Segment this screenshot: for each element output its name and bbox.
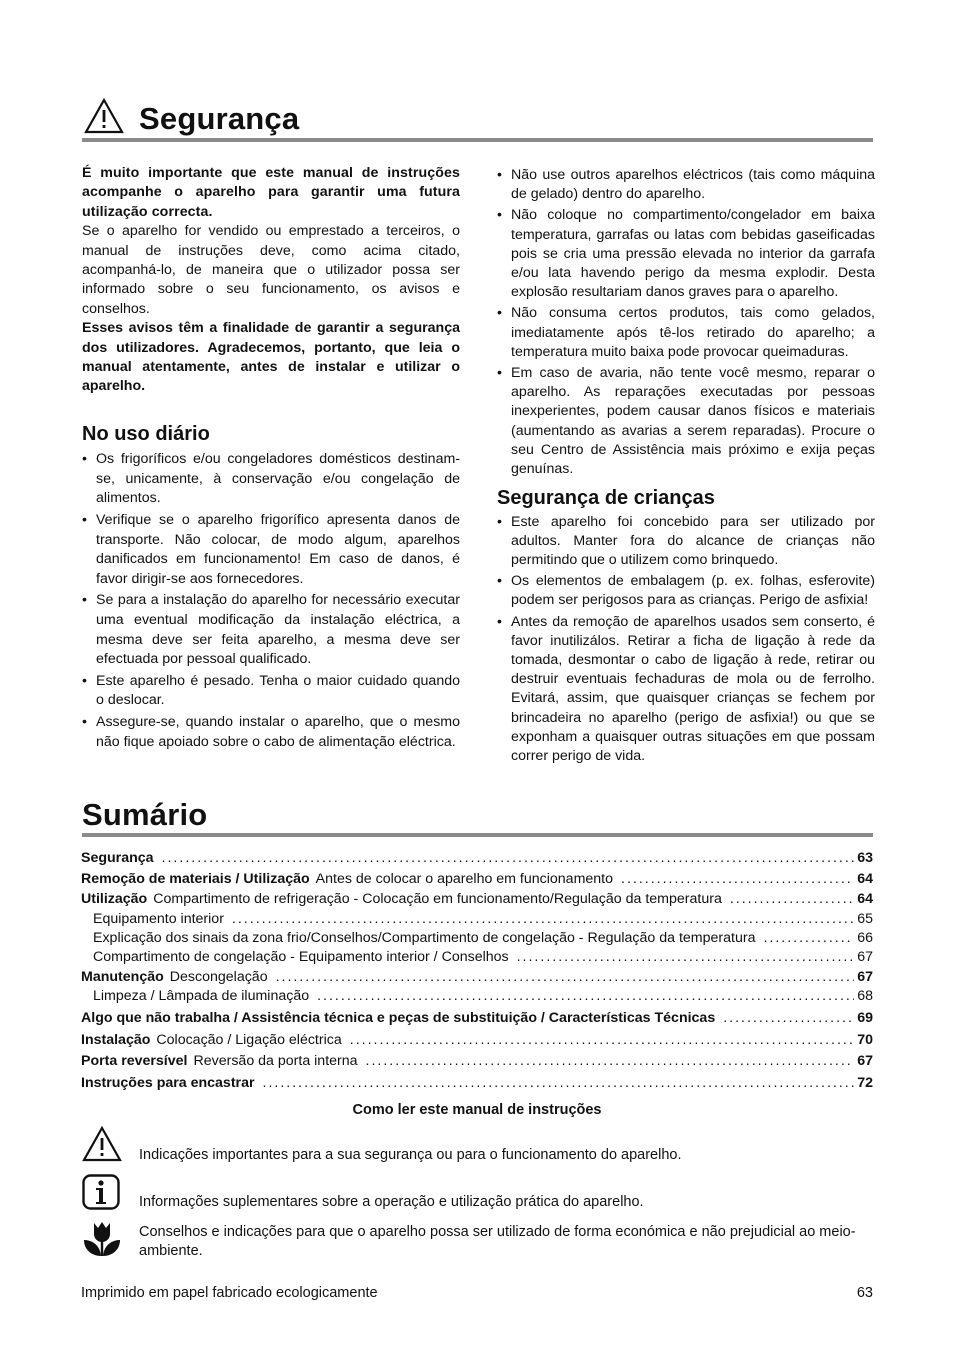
toc-entry[interactable]: Manutenção Descongelação ..... 67 bbox=[81, 967, 873, 988]
toc-entry[interactable]: Porta reversível Reversão da porta interna ..... 67 bbox=[81, 1051, 873, 1072]
intro-bold-1: É muito importante que este manual de instruções acompanhe o aparelho para garantir uma futura utilização correcta. bbox=[82, 165, 460, 220]
toc-entry[interactable]: Instalação Colocação / Ligação eléctrica ..... 70 bbox=[81, 1030, 873, 1051]
legend-title: Como ler este manual de instruções bbox=[352, 1102, 602, 1118]
uso-diario-title: No uso diário bbox=[82, 422, 210, 445]
warning-icon bbox=[82, 1126, 122, 1162]
right-column bbox=[497, 166, 875, 766]
list-item: • Não use outros aparelhos eléctricos (tais como máquina de gelado) dentro do aparelho. bbox=[497, 166, 875, 204]
toc-entry[interactable]: Utilização Compartimento de refrigeração - Colocação em funcionamento/Regulação da temperatura ..... 64 bbox=[81, 889, 873, 910]
sumario-rule bbox=[82, 833, 873, 837]
list-item: • Os frigoríficos e/ou congeladores domésticos destinam-se, unicamente, à conservação e/ou congelação de alimentos. bbox=[82, 450, 460, 509]
list-item: • Não consuma certos produtos, tais como gelados, imediatamente após tê-los retirado do aparelho; a temperatura muito baixa pode provocar queimaduras. bbox=[497, 304, 875, 362]
criancas-list bbox=[497, 513, 875, 767]
toc-entry[interactable]: Segurança ..... 63 bbox=[81, 848, 873, 869]
criancas-title: Segurança de crianças bbox=[497, 487, 715, 510]
list-item: • Este aparelho é pesado. Tenha o maior cuidado quando o deslocar. bbox=[82, 672, 460, 711]
seguranca-rule bbox=[82, 138, 873, 142]
right-safety-list bbox=[497, 166, 875, 479]
legend-warning-text: Indicações importantes para a sua segurança ou para o funcionamento do aparelho. bbox=[139, 1147, 682, 1163]
intro-bold-2: Esses avisos têm a finalidade de garantir a segurança dos utilizadores. Agradecemos, portanto, que leia o manual atentamente, antes de instalar e utilizar o aparelho. bbox=[82, 320, 460, 395]
legend-eco-text: Conselhos e indicações para que o aparelho possa ser utilizado de forma económica e não prejudicial ao meio-ambiente. bbox=[139, 1224, 856, 1259]
list-item: • Em caso de avaria, não tente você mesmo, reparar o aparelho. As reparações executadas por pessoas inexperientes, podem causar danos físicos e materiais (aumentando as avarias a serem reparadas). Procure o seu Centro de Assistência mais próximo e exija peças genuínas. bbox=[497, 364, 875, 479]
seguranca-header bbox=[82, 96, 873, 144]
toc-entry[interactable]: Limpeza / Lâmpada de iluminação ..... 68 bbox=[81, 987, 873, 1006]
list-item: • Este aparelho foi concebido para ser utilizado por adultos. Manter fora do alcance de crianças não permitindo que o utilizem como brinquedo. bbox=[497, 513, 875, 571]
footer-note: Imprimido em papel fabricado ecologicamente bbox=[81, 1285, 378, 1301]
seguranca-title: Segurança bbox=[139, 101, 300, 136]
toc-entry[interactable]: Algo que não trabalha / Assistência técnica e peças de substituição / Características Técnicas ..... 69 bbox=[81, 1008, 873, 1029]
legend-info-text: Informações suplementares sobre a operação e utilização prática do aparelho. bbox=[139, 1194, 644, 1210]
list-item: • Verifique se o aparelho frigorífico apresenta danos de transporte. Não colocar, de modo algum, aparelhos danificados em funcionamento! Em caso de danos, é favor dirigir-se aos fornecedores. bbox=[82, 511, 460, 589]
info-icon bbox=[82, 1174, 120, 1210]
intro-text: Se o aparelho for vendido ou emprestado a terceiros, o manual de instruções deve, como acima citado, acompanhá-lo, de maneira que o utilizador possa ser informado sobre o seu funcionamento, os avisos e conselhos. bbox=[82, 223, 460, 317]
page-number: 63 bbox=[856, 1285, 873, 1301]
eco-flower-icon bbox=[82, 1220, 122, 1258]
list-item: • Antes da remoção de aparelhos usados sem conserto, é favor inutilizálos. Retirar a ficha de ligação à rede da tomada, desmontar o cabo de ligação à rede, retirar ou destruir eventuais fechaduras de mola ou de ferrolho. Evitará, assim, que quaisquer crianças se fechem por brincadeira no aparelho (perigo de asfixia!) ou que se exponham a quaisquer outras situações em que possam correr perigo de vida. bbox=[497, 613, 875, 767]
uso-diario-list bbox=[82, 450, 460, 752]
toc-entry[interactable]: Remoção de materiais / Utilização Antes de colocar o aparelho em funcionamento ..... 64 bbox=[81, 869, 873, 890]
list-item: • Os elementos de embalagem (p. ex. folhas, esferovite) podem ser perigosos para as crianças. Perigo de asfixia! bbox=[497, 572, 875, 610]
list-item: • Se para a instalação do aparelho for necessário executar uma eventual modificação da instalação eléctrica, a mesma deve ser feita aparelho, a mesma deve ser efectuada por pessoal qualificado. bbox=[82, 591, 460, 669]
warning-icon bbox=[84, 98, 124, 134]
toc-entry[interactable]: Equipamento interior ..... 65 bbox=[81, 910, 873, 929]
toc-entry[interactable]: Explicação dos sinais da zona frio/Conselhos/Compartimento de congelação - Regulação da temperatura ..... 66 bbox=[81, 929, 873, 948]
toc-entry[interactable]: Compartimento de congelação - Equipamento interior / Conselhos ..... 67 bbox=[81, 948, 873, 967]
toc bbox=[81, 848, 873, 1093]
list-item: • Não coloque no compartimento/congelador em baixa temperatura, garrafas ou latas com bebidas gaseificadas pois se cria uma pressão elevada no interior da garrafa e/ou lata havendo perigo da mesma explodir. Desta explosão resultariam danos graves para o aparelho. bbox=[497, 206, 875, 302]
sumario-title: Sumário bbox=[82, 797, 208, 832]
toc-entry[interactable]: Instruções para encastrar ..... 72 bbox=[81, 1073, 873, 1094]
left-column bbox=[82, 164, 460, 752]
list-item: • Assegure-se, quando instalar o aparelho, que o mesmo não fique apoiado sobre o cabo de alimentação eléctrica. bbox=[82, 713, 460, 752]
